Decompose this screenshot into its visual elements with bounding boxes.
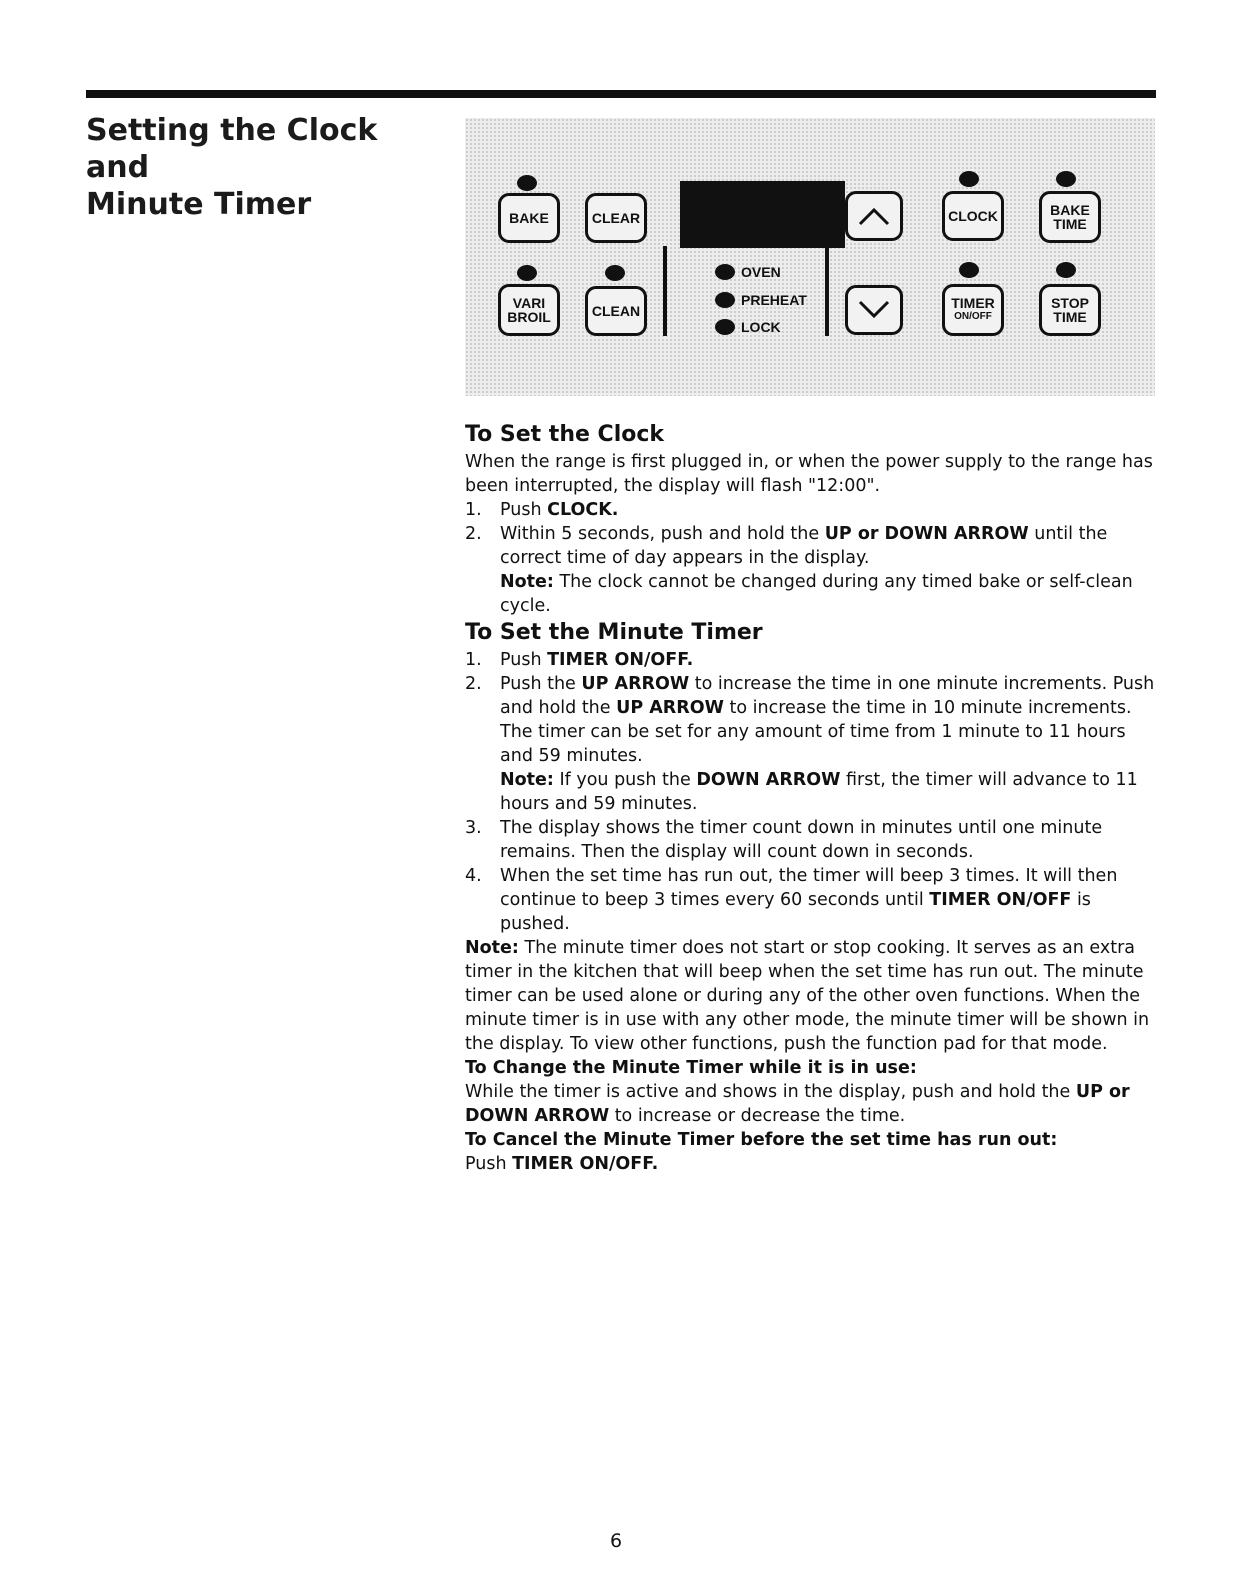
page-number: 6 (610, 1530, 623, 1552)
set-clock-steps (465, 498, 1155, 570)
note-label: Note: (465, 938, 519, 958)
note-text: The clock cannot be changed during any timed bake or self-clean cycle. (500, 572, 1133, 616)
lock-indicator (715, 319, 781, 335)
vari-broil-pad-label-line2: BROIL (507, 309, 551, 325)
step-number: 3. (465, 818, 482, 838)
step-text: The display shows the timer count down in minutes until one minute remains. Then the display will count down in seconds. (500, 818, 1103, 862)
note-text: first, the timer will advance to 11 hours and 59 minutes. (500, 770, 1138, 814)
page-title (86, 112, 436, 223)
clean-pad-label: CLEAN (591, 303, 641, 319)
clock-pad (942, 191, 1004, 241)
set-timer-step-3 (465, 816, 1155, 864)
top-rule (86, 90, 1156, 98)
step-bold-text: CLOCK. (547, 500, 619, 520)
stop-time-indicator-dot (1056, 262, 1076, 278)
bake-time-pad-label-line2: TIME (1053, 216, 1087, 232)
bake-time-pad (1039, 191, 1101, 243)
timer-onoff-pad-label-line2: ON/OFF (954, 311, 992, 322)
clean-indicator-dot (605, 265, 625, 281)
down-arrow-icon (856, 298, 892, 322)
stop-time-pad-label-line2: TIME (1053, 309, 1087, 325)
step-bold-text: TIMER ON/OFF (929, 890, 1072, 910)
bake-time-pad-label-line1: BAKE (1050, 202, 1090, 218)
step-text: to increase the time in 10 minute increments. The timer can be set for any amount of time from 1 minute to 11 hours and 59 minutes. (500, 698, 1132, 766)
note-text: If you push the (553, 770, 697, 790)
step-text: Within 5 seconds, push and hold the (500, 524, 825, 544)
vari-broil-indicator-dot (517, 265, 537, 281)
step-bold-text: UP or DOWN ARROW (824, 524, 1029, 544)
step-bold-text: TIMER ON/OFF. (547, 650, 694, 670)
note-text: The minute timer does not start or stop cooking. It serves as an extra timer in the kitchen that will beep when the set time has run out. The minute timer can be used alone or during any of the other oven functions. When the minute timer is in use with any other mode, the minute timer will be shown in the display. To view other functions, push the function pad for that mode. (465, 938, 1150, 1054)
step-text: until the correct time of day appears in the display. (500, 524, 1108, 568)
control-panel-illustration (465, 118, 1155, 396)
divider-right (825, 246, 829, 336)
timer-onoff-pad-label-line1: TIMER (951, 295, 995, 311)
oven-indicator-light (715, 264, 735, 280)
step-number: 4. (465, 866, 482, 886)
cancel-timer-text (465, 1152, 1155, 1176)
change-timer-text (465, 1080, 1155, 1128)
set-timer-step-1 (465, 648, 1155, 672)
note-label: Note: (500, 770, 554, 790)
clock-pad-label: CLOCK (948, 208, 998, 224)
timer-onoff-pad (942, 284, 1004, 336)
step-text: Push the (500, 674, 582, 694)
set-clock-intro: When the range is first plugged in, or when the power supply to the range has been interrupted, the display will flash "12:00". (465, 452, 1153, 496)
set-timer-heading: To Set the Minute Timer (465, 620, 763, 645)
body-text: While the timer is active and shows in the display, push and hold the (465, 1082, 1076, 1102)
page-title-line2: Minute Timer (86, 187, 312, 222)
step-text: When the set time has run out, the timer will beep 3 times. It will then continue to beep 3 times every 60 seconds until (500, 866, 1118, 910)
digital-display (680, 181, 845, 248)
step-bold-text: UP ARROW (616, 698, 724, 718)
minute-timer-note (465, 936, 1155, 1056)
preheat-indicator-light (715, 292, 735, 308)
up-arrow-icon (856, 204, 892, 228)
step-number: 2. (465, 674, 482, 694)
down-arrow-pad (845, 285, 903, 335)
lock-indicator-label: LOCK (741, 319, 781, 335)
oven-indicator (715, 264, 781, 280)
step-number: 1. (465, 650, 482, 670)
vari-broil-pad (498, 284, 560, 336)
set-clock-step-1 (465, 498, 1155, 522)
note-label: Note: (500, 572, 554, 592)
bake-time-indicator-dot (1056, 171, 1076, 187)
preheat-indicator-label: PREHEAT (741, 292, 807, 308)
clock-indicator-dot (959, 171, 979, 187)
bake-indicator-dot (517, 175, 537, 191)
step-text: to increase the time in one minute increments. Push and hold the (500, 674, 1155, 718)
divider-left (663, 246, 667, 336)
body-bold-text: UP or DOWN ARROW (465, 1082, 1130, 1126)
set-clock-heading: To Set the Clock (465, 422, 665, 447)
lock-indicator-light (715, 319, 735, 335)
step-text: Push (500, 500, 548, 520)
stop-time-pad (1039, 284, 1101, 336)
clear-pad (585, 193, 647, 243)
set-timer-step-2 (465, 672, 1155, 816)
set-timer-steps (465, 648, 1155, 936)
page-title-line1: Setting the Clock and (86, 113, 378, 185)
bake-pad (498, 193, 560, 243)
step-text: is pushed. (500, 890, 1091, 934)
vari-broil-pad-label-line1: VARI (512, 295, 546, 311)
instructions (465, 420, 1155, 1176)
step-bold-text: UP ARROW (581, 674, 690, 694)
step-text: Push (500, 650, 548, 670)
oven-indicator-label: OVEN (741, 264, 781, 280)
change-timer-heading: To Change the Minute Timer while it is in use: (465, 1058, 917, 1078)
set-clock-step-2 (465, 522, 1155, 570)
body-bold-text: TIMER ON/OFF. (512, 1154, 659, 1174)
bake-pad-label: BAKE (509, 210, 549, 226)
timer-indicator-dot (959, 262, 979, 278)
note-bold-text: DOWN ARROW (696, 770, 841, 790)
step-number: 1. (465, 500, 482, 520)
up-arrow-pad (845, 191, 903, 241)
clear-pad-label: CLEAR (591, 210, 641, 226)
stop-time-pad-label-line1: STOP (1051, 295, 1089, 311)
step-number: 2. (465, 524, 482, 544)
clean-pad (585, 286, 647, 336)
cancel-timer-heading: To Cancel the Minute Timer before the set time has run out: (465, 1130, 1058, 1150)
body-text: to increase or decrease the time. (609, 1106, 906, 1126)
preheat-indicator (715, 292, 807, 308)
body-text: Push (465, 1154, 513, 1174)
set-clock-note (465, 570, 1155, 618)
set-timer-step-4 (465, 864, 1155, 936)
